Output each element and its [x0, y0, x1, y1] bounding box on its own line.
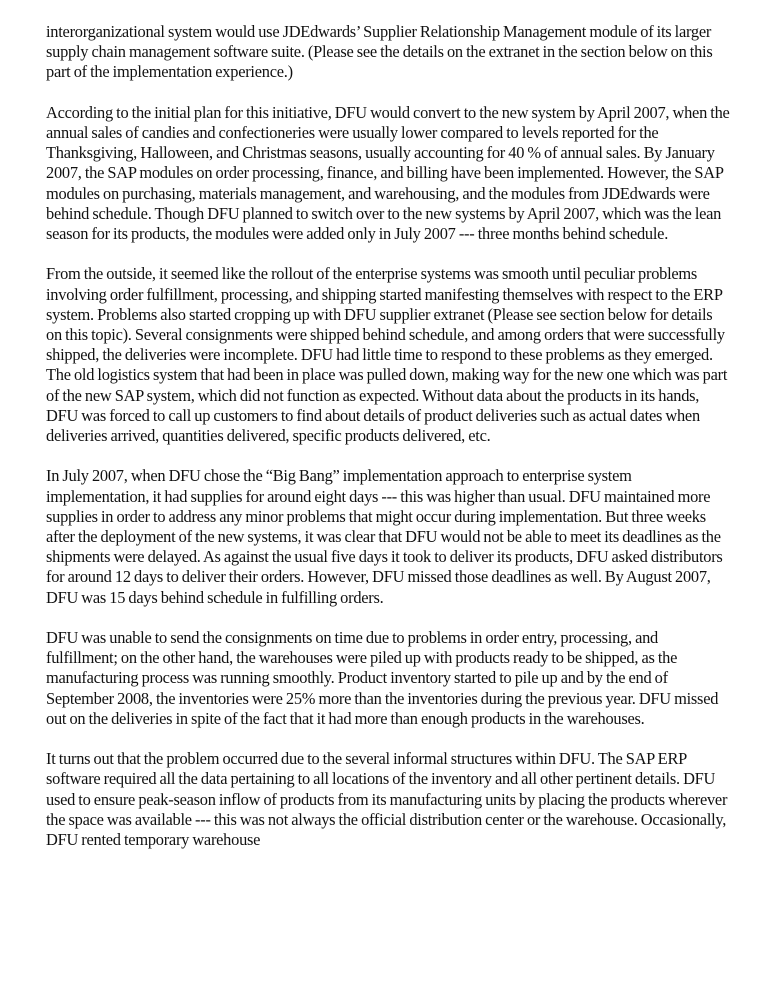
- paragraph-informal-structures: It turns out that the problem occurred due to the several informal structures within DFU. The SAP ERP software required all the data pertaining to all locations of the inventory and all other pertinent details. DFU used to ensure peak-season inflow of products from its manufacturing units by placing the products wherever the space was available --- this was not always the official distribution center or the warehouse. Occasionally, DFU rented temporary warehouse: [46, 749, 728, 850]
- paragraph-rollout-problems: From the outside, it seemed like the rollout of the enterprise systems was smooth until peculiar problems involving order fulfillment, processing, and shipping started manifesting themselves with respect to the ERP system. Problems also started cropping up with DFU supplier extranet (Please see section below for details on this topic). Several consignments were shipped behind schedule, and among orders that were successfully shipped, the deliveries were incomplete. DFU had little time to respond to these problems as they emerged. The old logistics system that had been in place was pulled down, making way for the new one which was part of the new SAP system, which did not function as expected. Without data about the products in its hands, DFU was forced to call up customers to find about details of product deliveries such as actual dates when deliveries arrived, quantities delivered, specific products delivered, etc.: [46, 264, 728, 446]
- paragraph-consignments: DFU was unable to send the consignments on time due to problems in order entry, processing, and fulfillment; on the other hand, the warehouses were piled up with products ready to be shipped, as the manufacturing process was running smoothly. Product inventory started to pile up and by the end of September 2008, the inventories were 25% more than the inventories during the previous year. DFU missed out on the deliveries in spite of the fact that it had more than enough products in the warehouses.: [46, 628, 719, 728]
- document-page: [46, 22, 731, 870]
- paragraph-initial-plan: According to the initial plan for this initiative, DFU would convert to the new system by April 2007, when the annual sales of candies and confectioneries were usually lower compared to levels reported for the Thanksgiving, Halloween, and Christmas seasons, usually accounting for 40 % of annual sales. By January 2007, the SAP modules on order processing, finance, and billing have been implemented. However, the SAP modules on purchasing, materials management, and warehousing, and the modules from JDEdwards were behind schedule. Though DFU planned to switch over to the new systems by April 2007, which was the lean season for its products, the modules were added only in July 2007 --- three months behind schedule.: [46, 102, 730, 244]
- paragraph-big-bang: In July 2007, when DFU chose the “Big Bang” implementation approach to enterprise system implementation, it had supplies for around eight days --- this was higher than usual. DFU maintained more supplies in order to address any minor problems that might occur during implementation. But three weeks after the deployment of the new systems, it was clear that DFU would not be able to meet its deadlines as the shipments were delayed. As against the usual five days it took to deliver its products, DFU asked distributors for around 12 days to deliver their orders. However, DFU missed those deadlines as well. By August 2007, DFU was 15 days behind schedule in fulfilling orders.: [46, 466, 723, 607]
- paragraph-extranet-intro: interorganizational system would use JDEdwards’ Supplier Relationship Management module of its larger supply chain management software suite. (Please see the details on the extranet in the section below on this part of the implementation experience.): [46, 22, 713, 82]
